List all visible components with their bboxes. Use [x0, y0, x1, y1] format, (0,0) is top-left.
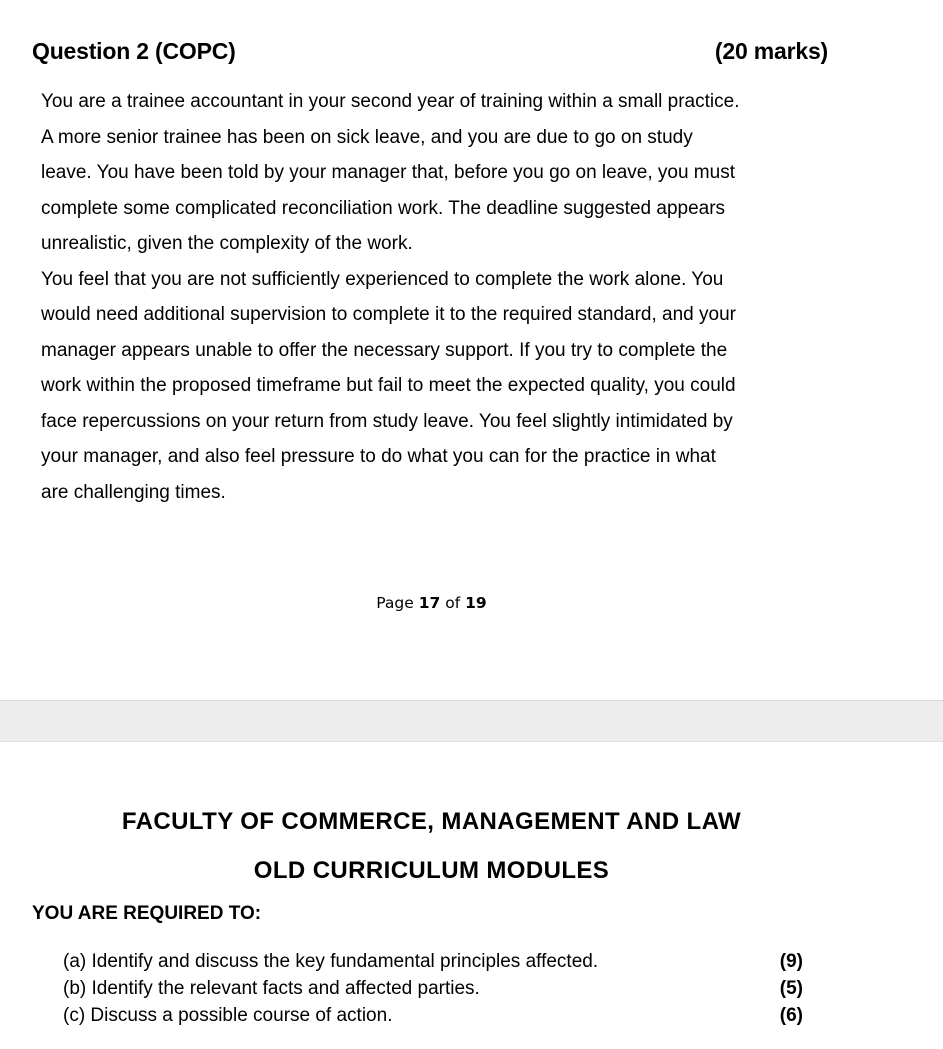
- page-number: [0, 594, 863, 612]
- scenario-line: manager appears unable to offer the necessary support. If you try to complete the: [41, 339, 728, 361]
- scenario-line: You are a trainee accountant in your second year of training within a small practice.: [41, 91, 740, 112]
- scenario-line: complete some complicated reconciliation work. The deadline suggested appears: [41, 197, 726, 219]
- scenario-line: You feel that you are not sufficiently experienced to complete the work alone. You: [41, 268, 724, 290]
- page-separator: [0, 700, 943, 742]
- scenario-line: your manager, and also feel pressure to do what you can for the practice in what: [41, 446, 716, 467]
- scenario-line: face repercussions on your return from study leave. You feel slightly intimidated by: [41, 410, 733, 432]
- page-word: Page: [376, 594, 414, 612]
- task-list: [63, 948, 803, 1029]
- question-marks: (20 marks): [714, 38, 828, 64]
- task-text: (b) Identify the relevant facts and affected parties.: [63, 978, 480, 999]
- faculty-heading: FACULTY OF COMMERCE, MANAGEMENT AND LAW: [121, 808, 742, 835]
- curriculum-heading: OLD CURRICULUM MODULES: [253, 857, 610, 884]
- task-text: (a) Identify and discuss the key fundamental principles affected.: [63, 951, 599, 972]
- scenario-line: leave. You have been told by your manager that, before you go on leave, you must: [41, 162, 735, 183]
- scenario-line: work within the proposed timeframe but fail to meet the expected quality, you could: [41, 375, 736, 396]
- scenario-text: [41, 84, 831, 510]
- task-item: [63, 975, 803, 1002]
- task-marks: (5): [779, 978, 803, 999]
- scenario-line: A more senior trainee has been on sick leave, and you are due to go on study: [41, 126, 693, 148]
- question-title: Question 2 (COPC): [32, 38, 236, 64]
- scenario-line: unrealistic, given the complexity of the work.: [41, 233, 413, 254]
- task-text: (c) Discuss a possible course of action.: [63, 1005, 393, 1026]
- required-heading: YOU ARE REQUIRED TO:: [32, 903, 262, 924]
- task-marks: (6): [779, 1005, 803, 1026]
- scenario-line: would need additional supervision to complete it to the required standard, and your: [41, 304, 736, 325]
- task-marks: (9): [779, 951, 803, 972]
- task-item: [63, 948, 803, 975]
- scenario-line: are challenging times.: [41, 481, 226, 503]
- current-page: 17: [418, 594, 441, 612]
- of-word: of: [445, 594, 461, 612]
- task-item: [63, 1002, 803, 1029]
- total-pages: 19: [465, 594, 487, 612]
